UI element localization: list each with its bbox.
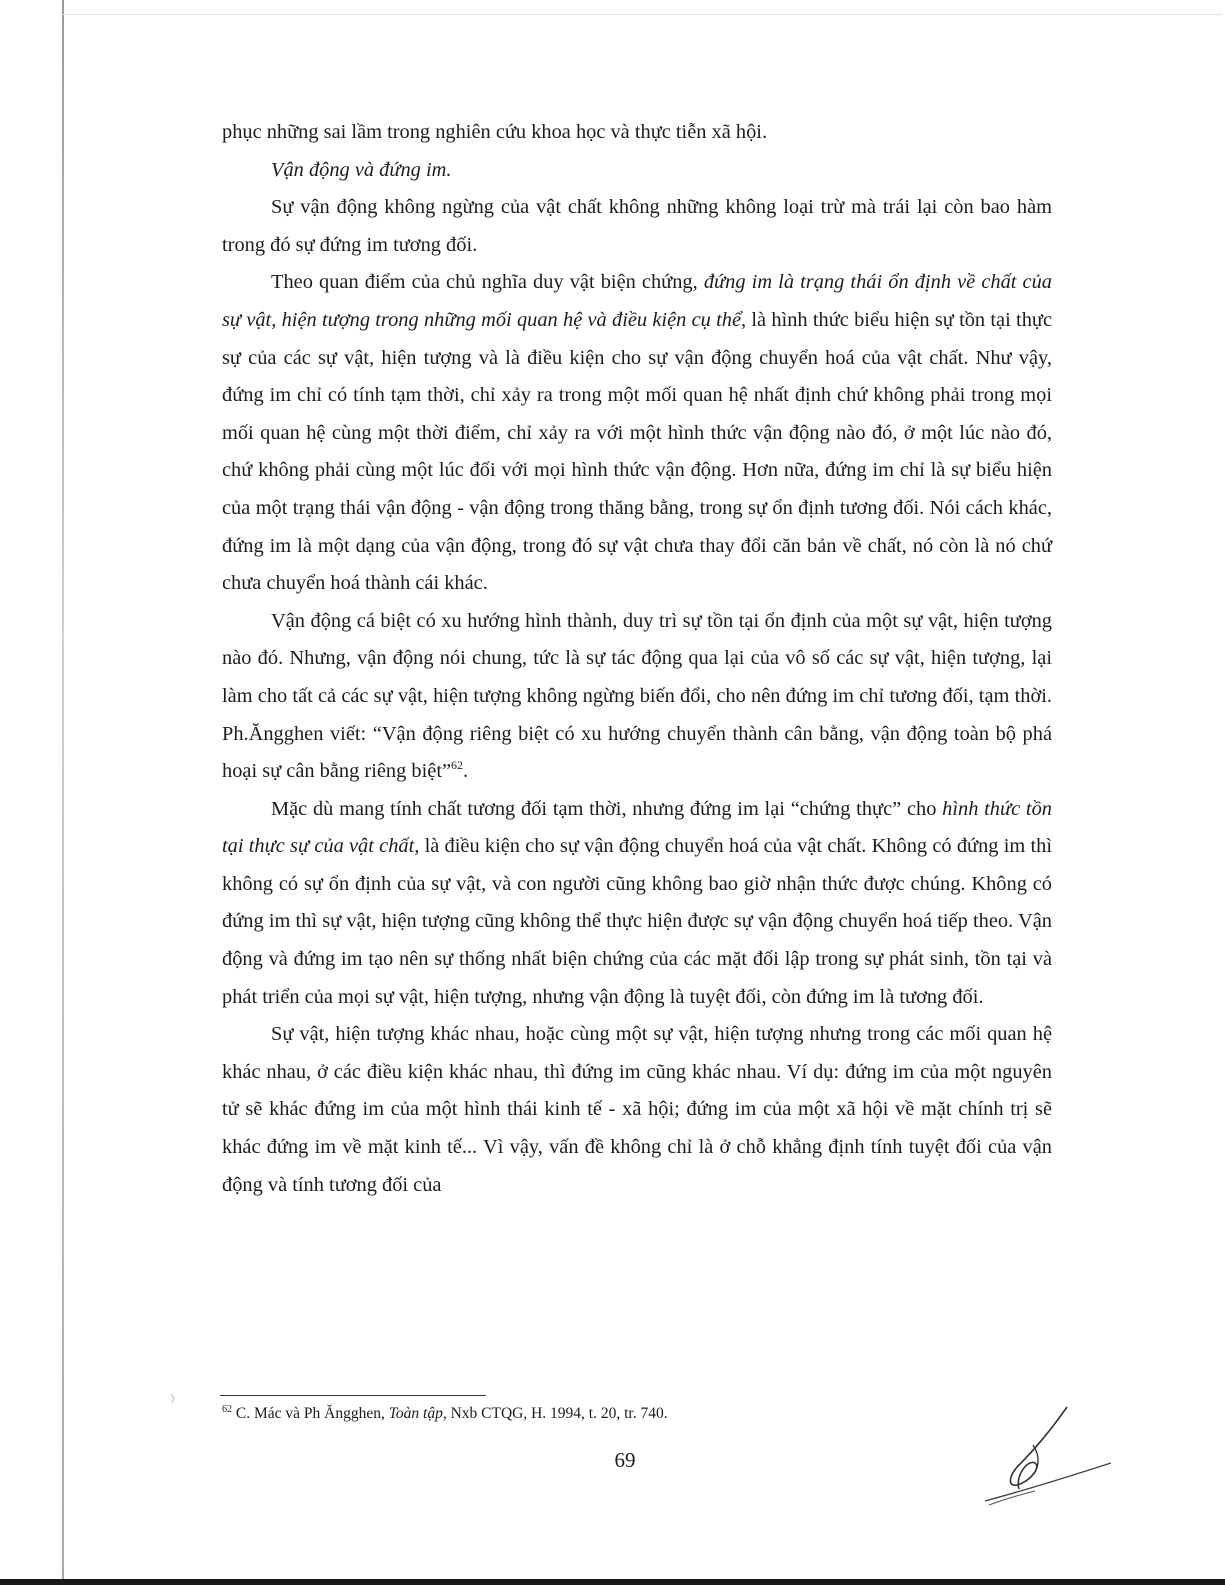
footnote [222,1404,1052,1424]
italic-text: đứng im là trạng thái ổn định về chất của sự vật, hiện tượng trong những mối quan hệ và điều kiện cụ thể [222,271,1052,331]
scan-top-edge [62,14,1222,15]
paragraph-p6 [222,791,1052,1017]
handwritten-signature [975,1405,1115,1515]
body-text [222,114,1052,1204]
text-run: C. Mác và Ph Ăngghen, [232,1405,389,1422]
text-run: Vận động cá biệt có xu hướng hình thành, duy trì sự tồn tại ổn định của một sự vật, hiện tượng nào đó. Nhưng, vận động nói chung, tức là sự tác động qua lại của vô số các sự vật, hiện tượng, lại làm cho tất cả các sự vật, hiện tượng không ngừng biến đổi, cho nên đứng im chỉ tương đối, tạm thời. Ph.Ăngghen viết: “Vận động riêng biệt có xu hướng chuyển thành cân bằng, vận động toàn bộ phá hoại sự cân bằng riêng biệt” [222,609,1052,783]
footnote-reference: 62 [451,758,464,773]
text-run: phục những sai lầm trong nghiên cứu khoa học và thực tiễn xã hội. [222,121,768,143]
paragraph-p5 [222,603,1052,791]
paragraph-p4 [222,264,1052,602]
italic-text: Vận động và đứng im. [271,158,452,181]
text-run: , là điều kiện cho sự vận động chuyển hoá của vật chất. Không có đứng im thì không có sự ổn định của sự vật, và con người cũng không bao giờ nhận thức được chúng. Không có đứng im thì sự vật, hiện tượng cũng không thể thực hiện được sự vận động chuyển hoá tiếp theo. Vận động và đứng im tạo nên sự thống nhất biện chứng của các mặt đối lập trong sự phát sinh, tồn tại và phát triển của mọi sự vật, hiện tượng, nhưng vận động là tuyệt đối, còn đứng im là tương đối. [222,835,1052,1008]
margin-speck [168,1392,178,1406]
text-run: Mặc dù mang tính chất tương đối tạm thời, nhưng đứng im lại “chứng thực” cho [271,797,943,820]
paragraph-p3 [222,189,1052,264]
page-number: 69 [614,1448,636,1472]
text-run: Sự vật, hiện tượng khác nhau, hoặc cùng một sự vật, hiện tượng nhưng trong các mối quan hệ khác nhau, ở các điều kiện khác nhau, thì đứng im cũng khác nhau. Ví dụ: đứng im của một nguyên tử sẽ khác đứng im của một hình thái kinh tế - xã hội; đứng im của một xã hội về mặt chính trị sẽ khác đứng im về mặt kinh tế... Vì vậy, vấn đề không chỉ là ở chỗ khẳng định tính tuyệt đối của vận động và tính tương đối của [222,1023,1052,1196]
text-run: , là hình thức biểu hiện sự tồn tại thực sự của các sự vật, hiện tượng và là điều kiện cho sự vận động chuyển hoá của vật chất. Như vậy, đứng im chỉ có tính tạm thời, chỉ xảy ra trong một mối quan hệ nhất định chứ không phải trong mọi mối quan hệ cùng một thời điểm, chỉ xảy ra với một hình thức vận động nào đó, ở một lúc nào đó, chứ không phải cùng một lúc đối với mọi hình thức vận động. Hơn nữa, đứng im chỉ là sự biểu hiện của một trạng thái vận động - vận động trong thăng bằng, trong sự ổn định tương đối. Nói cách khác, đứng im là một dạng của vận động, trong đó sự vật chưa thay đổi căn bản về chất, nó còn là nó chứ chưa chuyển hoá thành cái khác. [222,308,1052,595]
scan-bottom-edge [0,1579,1225,1585]
text-run: Sự vận động không ngừng của vật chất không những không loại trừ mà trái lại còn bao hàm trong đó sự đứng im tương đối. [222,196,1052,256]
italic-text: hình thức tồn tại thực sự của vật chất [222,797,1052,858]
text-run: , Nxb CTQG, H. 1994, t. 20, tr. 740. [442,1405,668,1422]
paragraph-p1 [222,114,1052,152]
footnote-separator [220,1395,486,1396]
scan-left-edge [62,0,64,1585]
text-run: . [463,760,469,783]
text-run: Theo quan điểm của chủ nghĩa duy vật biện chứng, [271,271,704,294]
italic-text: Toàn tập [388,1405,443,1422]
paragraph-p2 [222,152,1052,190]
footnote-marker: 62 [222,1404,232,1415]
paragraph-p7 [222,1016,1052,1204]
